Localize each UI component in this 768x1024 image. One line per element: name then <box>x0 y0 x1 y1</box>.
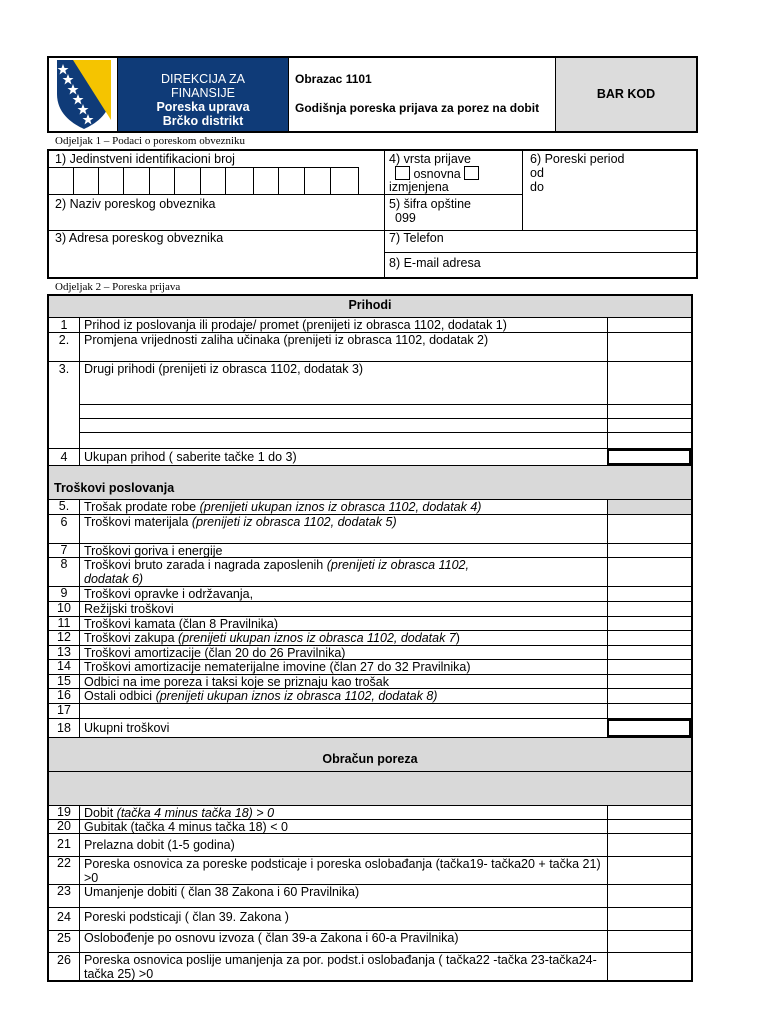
table-row: 6 Troškovi materijala (prenijeti iz obrasca 1102, dodatak 5) <box>49 514 691 543</box>
table-row: 14 Troškovi amortizacije nematerijalne imovine (član 27 do 32 Pravilnika) <box>49 659 691 674</box>
row-11-value[interactable] <box>607 617 691 630</box>
table-row: 20 Gubitak (tačka 4 minus tačka 18) < 0 <box>49 819 691 833</box>
izmjenjena-checkbox[interactable] <box>464 166 479 180</box>
row-21-value[interactable] <box>607 834 691 856</box>
table-row: 17 <box>49 703 691 718</box>
coat-of-arms-logo <box>49 58 118 131</box>
row-14-value[interactable] <box>607 660 691 674</box>
row-3b-value[interactable] <box>607 419 691 432</box>
table-row: 8 Troškovi bruto zarada i nagrada zaposlenih (prenijeti iz obrasca 1102, dodatak 6) <box>49 557 691 586</box>
jib-input-boxes[interactable] <box>49 167 359 195</box>
table-row: 26 Poreska osnovica poslije umanjenja za por. podst.i oslobađanja ( tačka22 -tačka 23-tačka24-tačka 25) >0 <box>49 952 691 980</box>
dir-line-1: DIREKCIJA ZA <box>160 72 246 86</box>
taxpayer-info-table <box>47 149 698 279</box>
row-10-value[interactable] <box>607 602 691 616</box>
obracun-header: Obračun poreza <box>49 737 691 771</box>
table-row: 1 Prihod iz poslovanja ili prodaje/ promet (prenijeti iz obrasca 1102, dodatak 1) <box>49 317 691 332</box>
table-row: 18 Ukupni troškovi <box>49 718 691 737</box>
field-2-label: 2) Naziv poreskog obveznika <box>55 197 216 211</box>
tax-return-table <box>47 294 693 982</box>
barcode-box: BAR KOD <box>556 58 696 131</box>
dir-line-3: Poreska uprava <box>156 100 250 114</box>
table-row: 7 Troškovi goriva i energije <box>49 543 691 557</box>
prihodi-header: Prihodi <box>49 296 691 317</box>
izmjenjena-label: izmjenjena <box>389 180 449 194</box>
row-26-value[interactable] <box>607 953 691 980</box>
row-25-value[interactable] <box>607 931 691 952</box>
row-15-value[interactable] <box>607 675 691 688</box>
field-4-label: 4) vrsta prijave <box>389 152 471 166</box>
table-row: 24 Poreski podsticaji ( član 39. Zakona ) <box>49 907 691 930</box>
osnovna-checkbox[interactable] <box>395 166 410 180</box>
table-row: 9 Troškovi opravke i održavanja, <box>49 586 691 601</box>
row-24-value[interactable] <box>607 908 691 930</box>
dir-line-4: Brčko distrikt <box>162 114 244 128</box>
table-row: 23 Umanjenje dobiti ( član 38 Zakona i 60 Pravilnika) <box>49 884 691 907</box>
dir-line-2: FINANSIJE <box>171 86 235 100</box>
section1-title: Odjeljak 1 – Podaci o poreskom obvezniku <box>55 135 246 147</box>
table-row: 12 Troškovi zakupa (prenijeti ukupan iznos iz obrasca 1102, dodatak 7) <box>49 630 691 645</box>
troskovi-header: Troškovi poslovanja <box>49 465 691 499</box>
row-20-value[interactable] <box>607 820 691 833</box>
period-to-label: do <box>530 180 544 194</box>
form-header <box>47 56 698 133</box>
row-1-value[interactable] <box>607 318 691 332</box>
directorate-block <box>118 58 288 131</box>
table-row: 19 Dobit (tačka 4 minus tačka 18) > 0 <box>49 805 691 819</box>
form-number: Obrazac 1101 <box>295 72 372 86</box>
row-9-value[interactable] <box>607 587 691 601</box>
row-23-value[interactable] <box>607 885 691 907</box>
field-6-label: 6) Poreski period <box>530 152 625 166</box>
field-5-label: 5) šifra opštine <box>389 197 471 211</box>
table-row: 25 Oslobođenje po osnovu izvoza ( član 39-a Zakona i 60-a Pravilnika) <box>49 930 691 952</box>
form-title-block <box>288 58 556 131</box>
section2-title: Odjeljak 2 – Poreska prijava <box>55 281 181 293</box>
table-row: 3. Drugi prihodi (prenijeti iz obrasca 1102, dodatak 3) <box>49 361 691 404</box>
row-7-value[interactable] <box>607 544 691 557</box>
form-title: Godišnja poreska prijava za porez na dobit <box>295 101 540 115</box>
row-16-value[interactable] <box>607 689 691 703</box>
row-3-value[interactable] <box>607 362 691 404</box>
table-row: 4 Ukupan prihod ( saberite tačke 1 do 3) <box>49 448 691 465</box>
table-row: 16 Ostali odbici (prenijeti ukupan iznos iz obrasca 1102, dodatak 8) <box>49 688 691 703</box>
row-19-value[interactable] <box>607 806 691 819</box>
field-3-label: 3) Adresa poreskog obveznika <box>55 231 224 245</box>
table-row: 21 Prelazna dobit (1-5 godina) <box>49 833 691 856</box>
municipality-code: 099 <box>395 211 416 225</box>
obracun-subheader <box>49 771 691 805</box>
table-row: 22 Poreska osnovica za poreske podsticaje i poreska oslobađanja (tačka19- tačka20 + tačka 21) >0 <box>49 856 691 884</box>
row-6-value[interactable] <box>607 515 691 543</box>
row-5-value <box>607 500 691 514</box>
table-row: 10 Režijski troškovi <box>49 601 691 616</box>
row-22-value[interactable] <box>607 857 691 884</box>
field-8-label: 8) E-mail adresa <box>389 256 481 270</box>
field-1-label: 1) Jedinstveni identifikacioni broj <box>55 152 235 166</box>
row-12-value[interactable] <box>607 631 691 645</box>
field-4-options <box>395 166 479 181</box>
row-17-value[interactable] <box>607 704 691 718</box>
field-7-label: 7) Telefon <box>389 231 444 245</box>
row-3c-value[interactable] <box>607 433 691 448</box>
table-row: 13 Troškovi amortizacije (član 20 do 26 Pravilnika) <box>49 645 691 659</box>
osnovna-label: osnovna <box>413 167 461 181</box>
row-3a-value[interactable] <box>607 405 691 418</box>
table-row: 15 Odbici na ime poreza i taksi koje se priznaju kao trošak <box>49 674 691 688</box>
row-18-value[interactable] <box>607 719 691 737</box>
period-from-label: od <box>530 166 544 180</box>
row-13-value[interactable] <box>607 646 691 659</box>
row-8-value[interactable] <box>607 558 691 586</box>
row-4-value[interactable] <box>607 449 691 465</box>
table-row: 2. Promjena vrijednosti zaliha učinaka (prenijeti iz obrasca 1102, dodatak 2) <box>49 332 691 361</box>
table-row: 11 Troškovi kamata (član 8 Pravilnika) <box>49 616 691 630</box>
row-2-value[interactable] <box>607 333 691 361</box>
table-row: 5. Trošak prodate robe (prenijeti ukupan iznos iz obrasca 1102, dodatak 4) <box>49 499 691 514</box>
